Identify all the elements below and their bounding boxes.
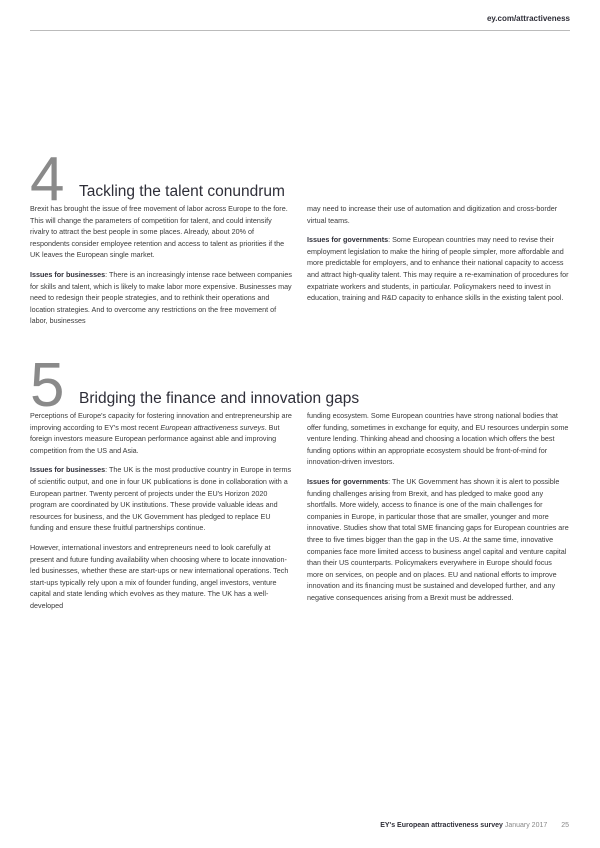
- section-5-right-paragraph-1: funding ecosystem. Some European countries have strong national bodies that offer funding, sometimes in exchange for equity, and EU resources underpin some venture lending. Thinking ahead and choosing a location which offers the best funding options within an appropriate ecosystem should be front-of-mind for innovation-driven investors.: [307, 411, 569, 467]
- section-5-left-paragraph-3: However, international investors and entrepreneurs need to look carefully at present and future funding availability when choosing where to locate innovation-led businesses, whether these are start-ups or new international operations. Tech start-ups typically rely upon a mix of founder funding, angel investors, venture capital and state lending which evolves as they mature. The UK has a well-developed: [30, 542, 289, 610]
- section-5-right-paragraph-2-text: : The UK Government has shown it is alert to possible funding challenges arising from Brexit, and has pledged to make good any shortfalls. More widely, access to finance is one of the main challenges for companies in Europe, in particular those that are smaller, younger and more innovative. Studies show that total SME financing gaps for European countries are three to five times bigger than the gap in the US. At the same time, innovative companies face more limited access to business angel capital and venture capital than their US counterparts. Policymakers everywhere in Europe should focus more on services, on people and on places. EU and national efforts to improve innovation and its financing must be sustained and developed further, and any negative consequences arising from a Brexit must be addressed.: [307, 476, 569, 602]
- survey-title-italic: European attractiveness surveys: [160, 422, 265, 432]
- header-link[interactable]: ey.com/attractiveness: [486, 14, 570, 23]
- section-5-left-paragraph-1-text-b: . But foreign investors measure European performance against able and improving competition from the US and Asia.: [30, 422, 280, 455]
- section-4-right-paragraph-1: may need to increase their use of automation and digitization and cross-border virtual teams.: [307, 204, 558, 225]
- section-5-left-paragraph-1: [30, 410, 292, 456]
- section-5-number: 5: [30, 351, 65, 420]
- issues-for-governments-label: Issues for governments: [307, 235, 389, 245]
- section-5-left-paragraph-2: [30, 464, 292, 534]
- issues-for-businesses-label: Issues for businesses: [30, 465, 106, 475]
- page-number: 25: [561, 822, 569, 829]
- footer-publication: EY's European attractiveness survey: [380, 822, 503, 829]
- section-4-left-paragraph-2-text: : There is an increasingly intense race between companies for skills and talent, which is likely to make labor more expensive. Businesses may need to redesign their people strategies, and to rethink their operations and location strategies. And to overcome any restrictions on the free movement of labor, businesses: [30, 269, 292, 326]
- section-4-title: Tackling the talent conundrum: [79, 183, 285, 200]
- section-4-left-column: [30, 203, 292, 335]
- issues-for-businesses-label: Issues for businesses: [30, 269, 106, 279]
- section-4-right-paragraph-2-text: : Some European countries may need to revise their employment legislation to make the hiring of people simpler, more affordable and more predictable for employers, and to enhance their national capacity to access and attract high-quality talent. This may require a re-examination of procedures for expatriate workers and students, in particular. Policymakers need to invest in education, training and R&D capacity to enhance skills in the existing talent pool.: [307, 235, 569, 303]
- section-4-left-paragraph-1: Brexit has brought the issue of free movement of labor across Europe to the fore. This will change the parameters of competition for talent, and could intensify rivalry to attract the best people in some places. Already, about 20% of respondents consider employee retention and access to talent as priorities if the UK leaves the European single market.: [30, 204, 288, 260]
- section-4-left-paragraph-2: [30, 269, 292, 327]
- section-4-right-paragraph-2: [307, 234, 569, 304]
- section-5-right-paragraph-2: [307, 476, 569, 604]
- page-footer: [380, 822, 569, 829]
- section-4-right-column: [307, 203, 569, 312]
- section-5-right-column: [307, 410, 569, 612]
- section-5-left-paragraph-1-text-a: Perceptions of Europe's capacity for fostering innovation and entrepreneurship are improving according to EY's most recent: [30, 411, 292, 432]
- section-5-left-column: [30, 410, 292, 620]
- footer-date: January 2017: [504, 822, 548, 829]
- issues-for-governments-label: Issues for governments: [307, 476, 389, 486]
- section-4-number: 4: [30, 145, 65, 214]
- section-5-title: Bridging the finance and innovation gaps: [79, 390, 360, 407]
- header-divider: [30, 30, 570, 31]
- section-5-left-paragraph-2-text: : The UK is the most productive country in Europe in terms of scientific output, and one in four UK publications is done in collaboration with a European partner. Twenty percent of projects under the EU's Horizon 2020 program are coordinated by UK institutions. These provide valuable ideas and resources for business, and the UK Government has pledged to replace EU funding and ensure these fruitful partnerships continue.: [30, 465, 292, 533]
